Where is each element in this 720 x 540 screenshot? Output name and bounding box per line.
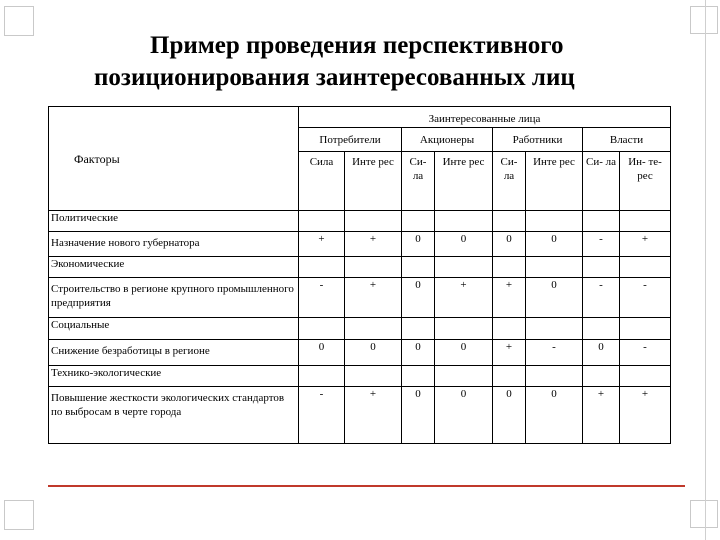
table-cell: + [345, 232, 402, 257]
factors-header-cell [49, 107, 299, 211]
slide-title [90, 30, 650, 94]
title-line-1: Пример проведения перспективного [150, 32, 564, 59]
table-cell: - [620, 278, 671, 318]
table-cell: 0 [435, 340, 493, 366]
table-cell: + [620, 232, 671, 257]
decorative-square [690, 500, 718, 528]
table-cell: + [299, 232, 345, 257]
table-cell: - [526, 340, 583, 366]
table-cell: 0 [435, 232, 493, 257]
stakeholder-table [48, 106, 671, 444]
sub-header-interest: Инте рес [526, 152, 583, 211]
table-cell: 0 [493, 387, 526, 444]
sub-header-interest: Инте рес [345, 152, 402, 211]
table-cell: - [299, 278, 345, 318]
table-cell: + [435, 278, 493, 318]
sub-header-power: Си- ла [402, 152, 435, 211]
factors-header: Факторы [74, 151, 120, 166]
table-cell: + [493, 340, 526, 366]
table-cell: 0 [526, 387, 583, 444]
table-cell: 0 [402, 387, 435, 444]
table-cell: 0 [526, 278, 583, 318]
stakeholder-header-shareholders: Акционеры [402, 128, 493, 152]
table-cell: 0 [435, 387, 493, 444]
table-cell: 0 [402, 278, 435, 318]
table-cell: 0 [402, 232, 435, 257]
table-cell: 0 [345, 340, 402, 366]
bottom-rule [48, 485, 685, 487]
sub-header-power: Сила [299, 152, 345, 211]
section-label: Социальные [49, 318, 299, 340]
stakeholder-header-authorities: Власти [583, 128, 671, 152]
sub-header-power: Си- ла [583, 152, 620, 211]
decorative-square [690, 6, 718, 34]
table-cell: + [345, 387, 402, 444]
factor-label: Назначение нового губернатора [49, 232, 299, 257]
table-cell: 0 [402, 340, 435, 366]
table-cell: - [620, 340, 671, 366]
group-header: Заинтересованные лица [299, 107, 671, 128]
table-cell: 0 [583, 340, 620, 366]
sub-header-interest: Ин- те- рес [620, 152, 671, 211]
table-cell: 0 [526, 232, 583, 257]
decorative-square [4, 6, 34, 36]
sub-header-interest: Инте рес [435, 152, 493, 211]
table-cell: - [583, 232, 620, 257]
table-cell: + [493, 278, 526, 318]
table-cell: - [299, 387, 345, 444]
table-cell: - [583, 278, 620, 318]
stakeholder-header-employees: Работники [493, 128, 583, 152]
factor-label: Строительство в регионе крупного промышленного предприятия [49, 278, 299, 318]
decorative-square [4, 500, 34, 530]
section-label: Технико-экологические [49, 366, 299, 387]
section-label: Политические [49, 211, 299, 232]
stakeholder-header-consumers: Потребители [299, 128, 402, 152]
table-cell: + [345, 278, 402, 318]
decorative-line [705, 0, 706, 540]
table-cell: 0 [299, 340, 345, 366]
section-label: Экономические [49, 257, 299, 278]
table-cell: + [583, 387, 620, 444]
sub-header-power: Си- ла [493, 152, 526, 211]
title-line-2: позиционирования заинтересованных лиц [94, 64, 575, 91]
factor-label: Повышение жесткости экологических стандартов по выбросам в черте города [49, 387, 299, 444]
table-cell: 0 [493, 232, 526, 257]
table-cell: + [620, 387, 671, 444]
factor-label: Снижение безработицы в регионе [49, 340, 299, 366]
